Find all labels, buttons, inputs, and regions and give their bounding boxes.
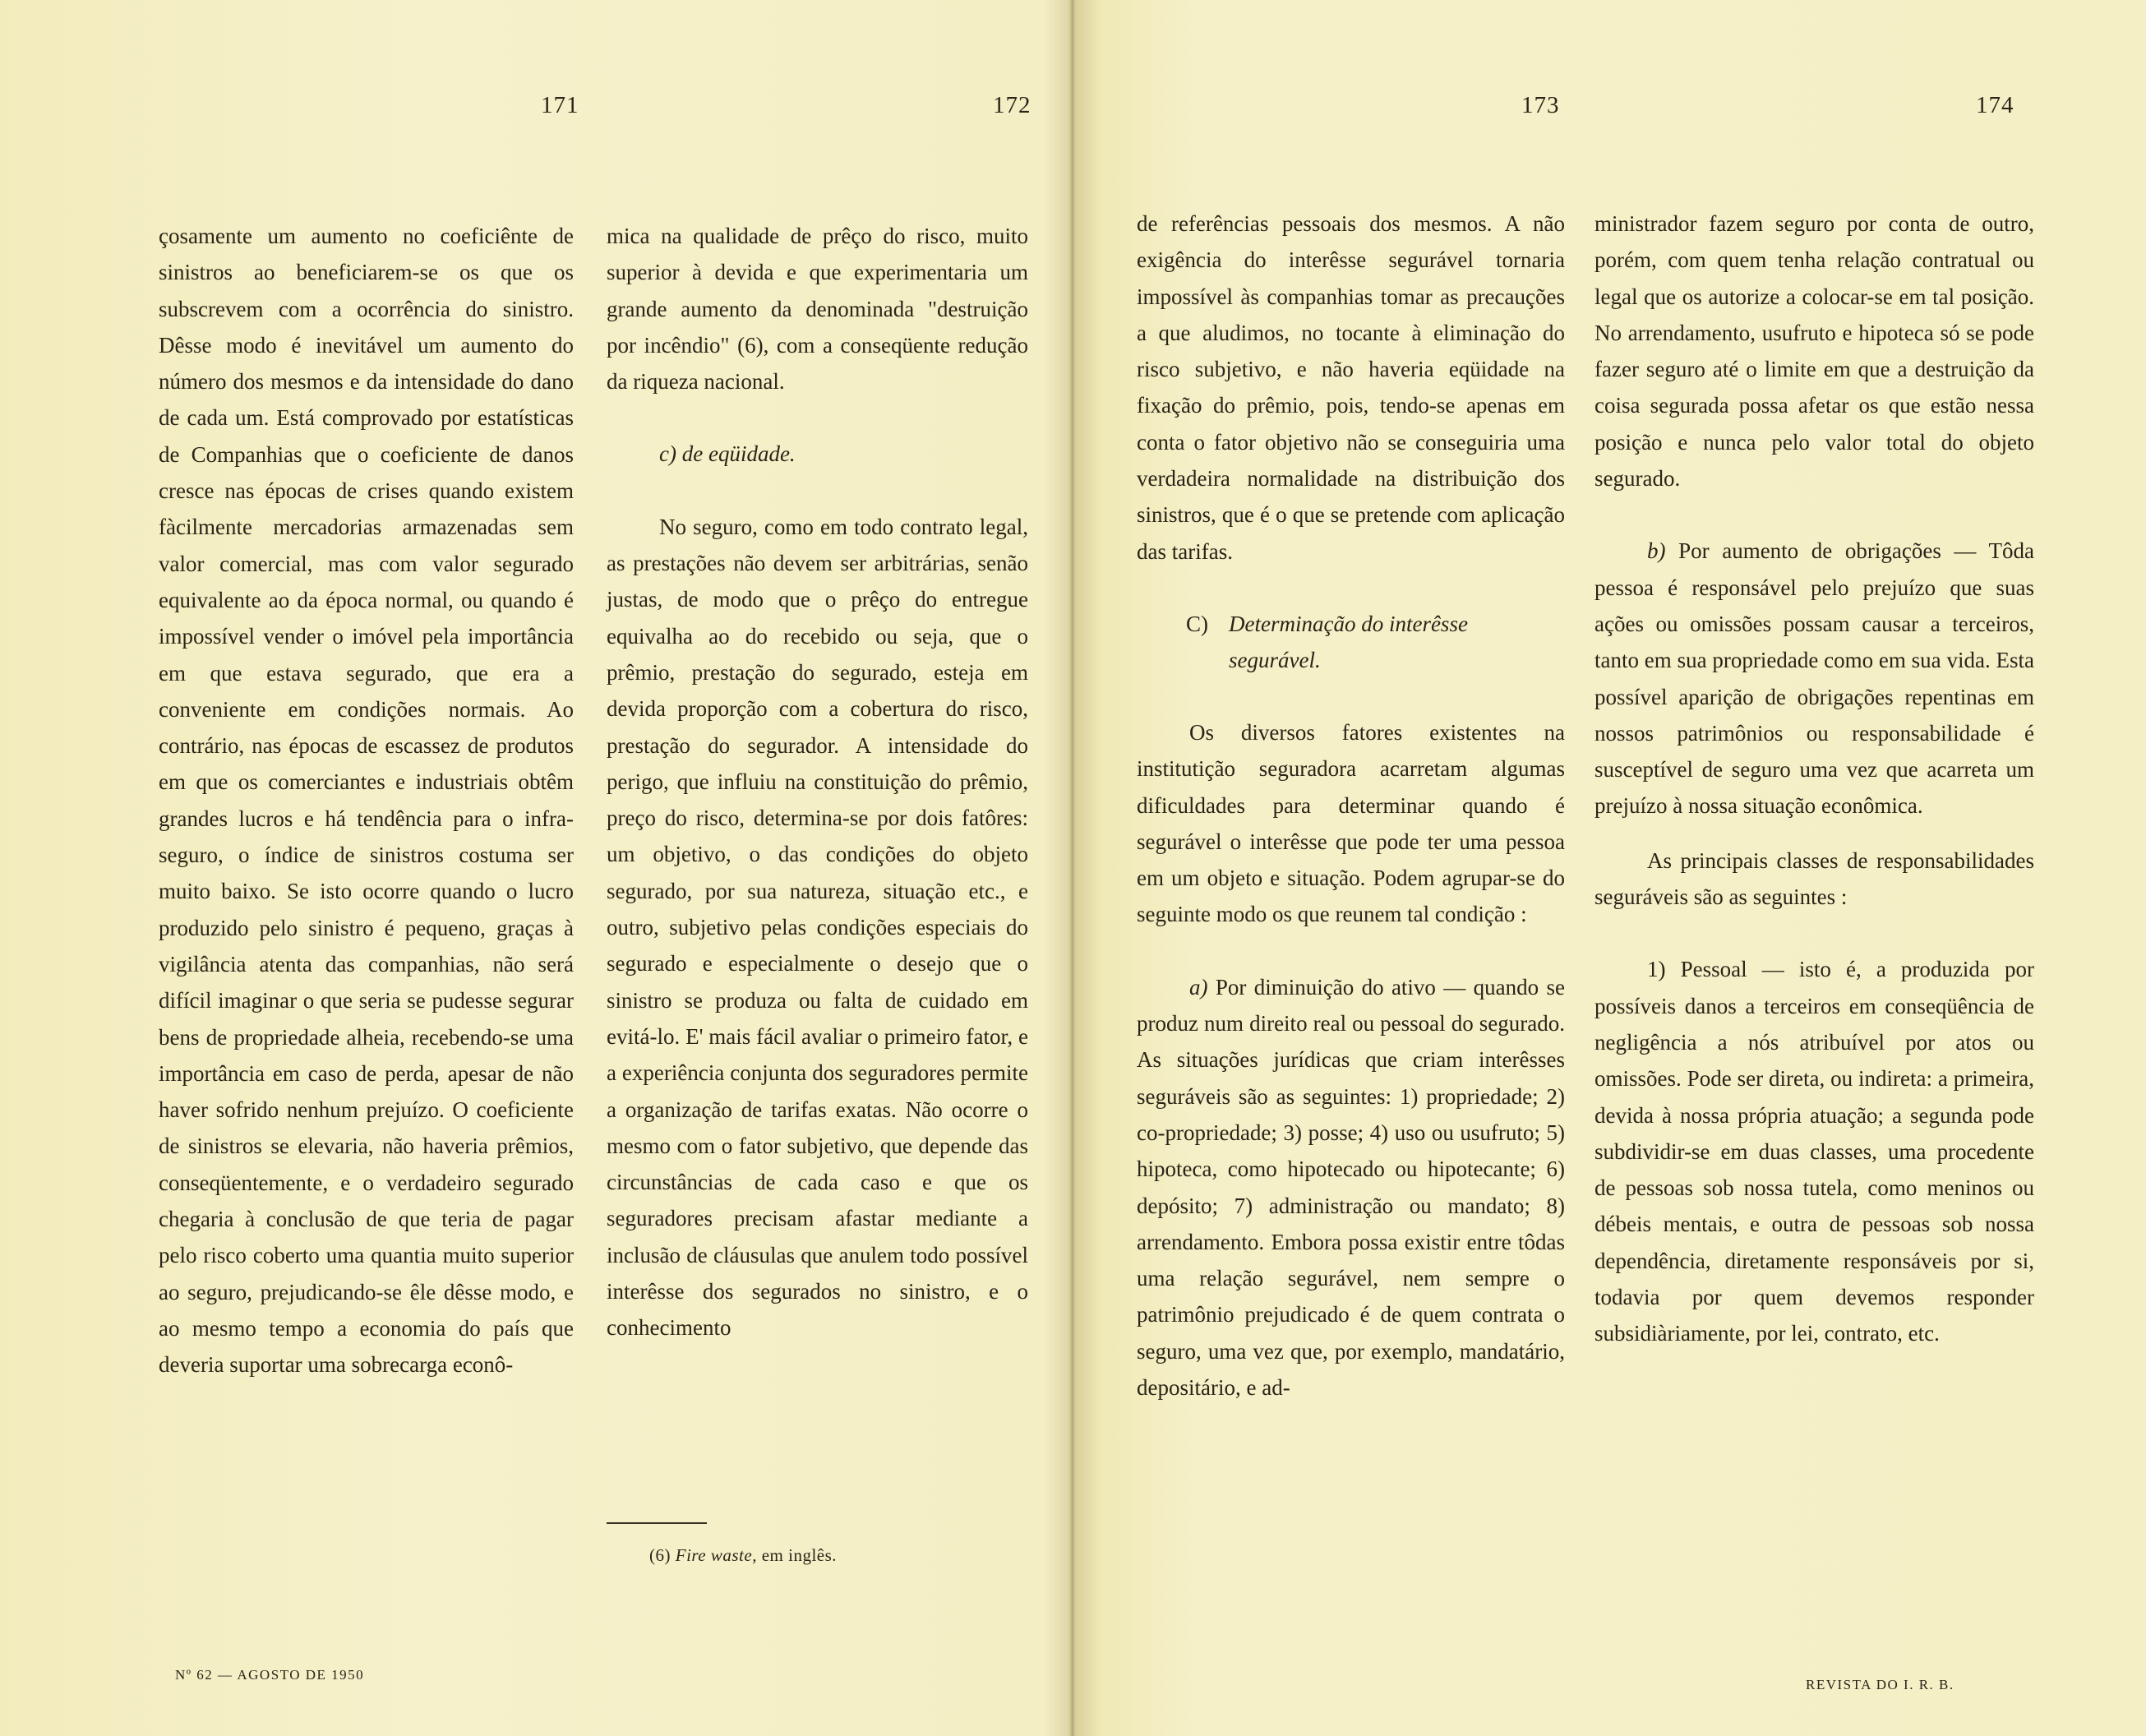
subheading: c) de eqüidade. <box>659 441 796 467</box>
page-number-173: 173 <box>1521 92 1560 118</box>
footnote-text: em inglês. <box>761 1545 838 1565</box>
column-page-172 <box>607 218 1028 1346</box>
paragraph: ministrador fazem seguro por conta de outro, porém, com quem tenha relação contratual ou legal que os autorize a colocar-se em tal posição. No arrendamento, usufruto e hipoteca só se pode fazer seguro até o limite em que a destruição da coisa segurada possa afetar os que estão nessa posição e nunca pelo valor total do objeto segurado. <box>1595 211 2034 492</box>
page-number-172: 172 <box>993 92 1031 118</box>
book-gutter <box>1044 0 1101 1736</box>
paragraph: mica na qualidade de prêço do risco, muito superior à devida e que experimentaria um grande aumento da denominada "destruição por incêndio" (6), com a conseqüente redução da riqueza nacional. <box>607 224 1028 395</box>
running-footer-right: REVISTA DO I. R. B. <box>1806 1677 1954 1692</box>
column-page-171 <box>159 218 574 1383</box>
item-letter: b) <box>1647 538 1666 564</box>
paragraph: de referências pessoais dos mesmos. A não exigência do interêsse segurável tornaria impossível às companhias tomar as precauções a que aludimos, no tocante à eliminação do risco subjetivo, e não haveria eqüidade na fixação do prêmio, pois, tendo-se apenas em conta o fator objetivo não se conseguiria uma verdadeira normalidade na distribuição dos sinistros, que é o que se pretende com aplicação das tarifas. <box>1137 211 1565 564</box>
paragraph: Os diversos fatores existentes na institutição seguradora acarretam algumas dificuldades para determinar quando é segurável o interêsse que pode ter uma pessoa em um objeto e situação. Podem agrupar-se do seguinte modo os que reunem tal condição : <box>1137 719 1565 927</box>
item-letter: a) <box>1189 974 1208 1000</box>
paragraph: a) Por diminuição do ativo — quando se produz num direito real ou pessoal do segurado. As situações jurídicas que criam interêsses seguráveis são as seguintes: 1) propriedade; 2) co-propriedade; 3) posse; 4) uso ou usufruto; 5) hipoteca, como hipotecado ou hipotecante; 6) depósito; 7) administração ou mandato; 8) arrendamento. Embora possa existir entre tôdas uma relação segurável, nem sempre o patrimônio prejudicado é de quem contrata o seguro, uma vez que, por exemplo, mandatário, depositário, e ad- <box>1137 974 1566 1401</box>
section-heading <box>1137 606 1565 678</box>
footnote-term: Fire waste, <box>675 1545 757 1565</box>
paragraph: 1) Pessoal — isto é, a produzida por possíveis danos a terceiros em conseqüência de negligência a nós atribuível por atos ou omissões. Pode ser direta, ou indireta: a primeira, devida à nossa própria atuação; a segunda pode subdividir-se em duas classes, uma procedente de pessoas sob nossa tutela, como meninos ou débeis mentais, e outra de pessoas sob nossa dependência, diretamente responsáveis por si, todavia por quem devemos responder subsidiàriamente, por lei, contrato, etc. <box>1595 957 2034 1346</box>
footnote-number: (6) <box>649 1545 671 1565</box>
page-number-174: 174 <box>1976 92 2014 118</box>
page-number-171: 171 <box>541 92 579 118</box>
paragraph: No seguro, como em todo contrato legal, as prestações não devem ser arbitrárias, senão justas, de modo que o prêço do entregue equivalha ao do recebido ou seja, que o prêmio, prestação do segurado, esteja em devida proporção com a cobertura do risco, prestação do segurador. A intensidade do perigo, que influiu na constituição do prêmio, preço do risco, determina-se por dois fatôres: um objetivo, o das condições do objeto segurado, por sua natureza, situação etc., e outro, subjetivo pelas condições especiais do segurado e especialmente o desejo que o sinistro se produza ou falta de cuidado em evitá-lo. E' mais fácil avaliar o primeiro fator, e a experiência conjunta dos seguradores permite a organização de tarifas exatas. Não ocorre o mesmo com o fator subjetivo, que depende das circunstâncias de cada caso e que os seguradores precisam afastar mediante a inclusão de cláusulas que anulem todo possível interêsse dos segurados no sinistro, e o conhecimento <box>607 514 1028 1341</box>
column-page-174 <box>1595 205 2034 1352</box>
footnote <box>649 1545 837 1566</box>
footnote-rule <box>607 1522 707 1524</box>
section-letter: C) <box>1186 611 1208 636</box>
column-page-173 <box>1137 205 1565 1406</box>
paragraph: As principais classes de responsabilidades seguráveis são as seguintes : <box>1595 847 2034 910</box>
section-title: Determinação do interêsse segurável. <box>1229 611 1468 672</box>
running-footer-left: Nº 62 — AGOSTO DE 1950 <box>175 1667 365 1683</box>
paragraph: b) Por aumento de obrigações — Tôda pessoa é responsável pelo prejuízo que suas ações ou omissões possam causar a terceiros, tanto em sua propriedade como em sua vida. Esta possível aparição de obrigações repentinas em nossos patrimônios ou responsabilidade é susceptível de seguro uma vez que acarreta um prejuízo à nossa situação econômica. <box>1595 538 2035 819</box>
paragraph: çosamente um aumento no coeficiênte de sinistros ao beneficiarem-se os que os subscrevem com a ocorrência do sinistro. Dêsse modo é inevitável um aumento do número dos mesmos e da intensidade do dano de cada um. Está comprovado por estatísticas de Companhias que o coeficiente de danos cresce nas épocas de crises quando existem fàcilmente mercadorias armazenadas sem valor comercial, mas com valor segurado equivalente ao da época normal, ou quando é impossível vender o imóvel pela importância em que estava segurado, que era a conveniente em condições normais. Ao contrário, nas épocas de escassez de produtos em que os comerciantes e industriais obtêm grandes lucros e há tendência para o infra-seguro, o índice de sinistros costuma ser muito baixo. Se isto ocorre quando o lucro produzido pelo sinistro é pequeno, graças à vigilância atenta das companhias, não será difícil imaginar o que seria se pudesse segurar bens de propriedade alheia, recebendo-se uma importância em caso de perda, apesar de não haver sofrido nenhum prejuízo. O coeficiente de sinistros se elevaria, não haveria prêmios, conseqüentemente, e o verdadeiro segurado chegaria à conclusão de que teria de pagar pelo risco coberto uma quantia muito superior ao seguro, prejudicando-se êle dêsse modo, e ao mesmo tempo a economia do país que deveria suportar uma sobrecarga econô- <box>159 224 574 1378</box>
